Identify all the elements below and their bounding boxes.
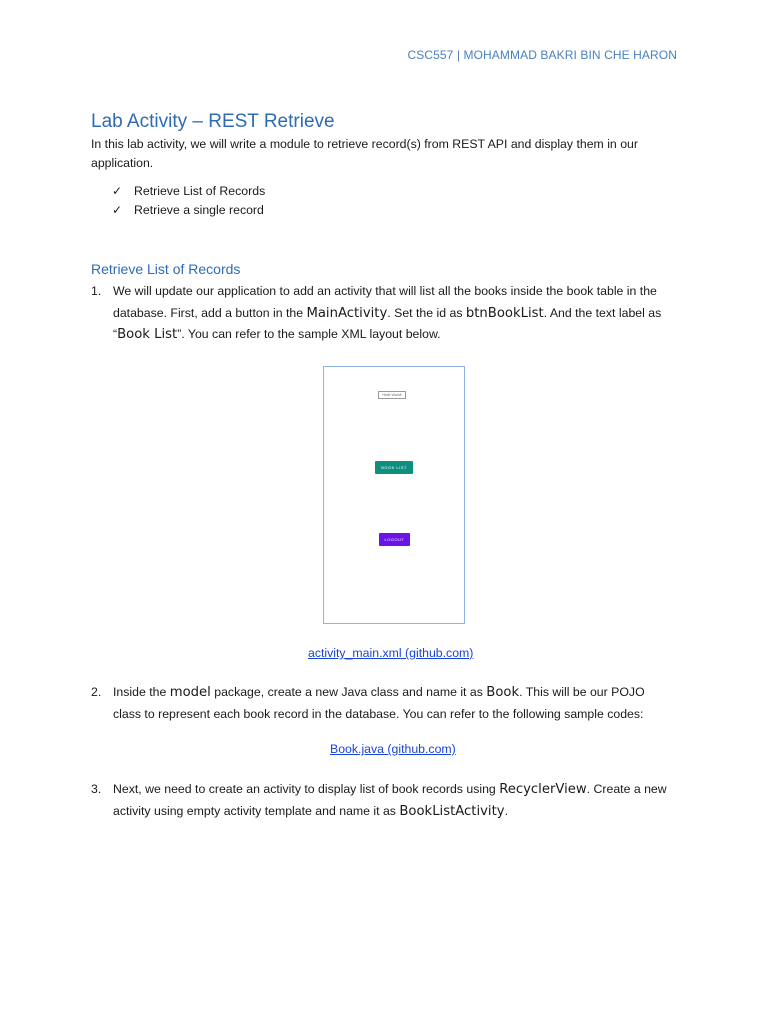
step-text: ”. You can refer to the sample XML layout below. [177,327,441,341]
step-text: . This will be our POJO class to represent each book record in the database. You can refer to the following sample codes: [113,685,645,721]
checklist-item [112,182,265,201]
intro-paragraph: In this lab activity, we will write a module to retrieve record(s) from REST API and display them in our application. [91,137,638,170]
checkmark-icon: ✓ [112,203,123,217]
logout-button-preview: LOGOUT [379,533,410,546]
code-term: btnBookList [465,305,544,321]
code-term: Book List [117,327,178,342]
hello-world-text: Hello World! [378,391,406,399]
step-1 [91,281,676,346]
step-text: We will update our application to add an activity that will list all the books inside the book table in the database. First, add a button in the [113,284,657,320]
page-title: Lab Activity – REST Retrieve [91,111,335,132]
step-body [113,682,676,725]
running-head: CSC557 | MOHAMMAD BAKRI BIN CHE HARON [407,48,677,62]
code-term: BookListActivity [399,803,505,819]
step-3 [91,779,676,822]
step-text: Inside the [113,685,170,699]
step-number: 3. [91,782,102,796]
step-text: . And the text label as “ [113,305,662,341]
step-text: . Set the id as [387,305,466,320]
step-body [113,281,676,346]
step-text: Next, we need to create an activity to display list of book records using [113,782,500,796]
checklist-item-label: Retrieve a single record [134,203,264,217]
step-text: . [504,803,508,818]
step-body [113,779,676,822]
step-number: 2. [91,685,102,699]
code-term: Book [486,685,520,700]
step-2 [91,682,676,725]
step-text: . Create a new activity using empty activity template and name it as [113,782,667,818]
checklist-item-label: Retrieve List of Records [134,184,266,198]
checkmark-icon: ✓ [112,184,123,198]
objective-checklist [112,182,265,220]
book-java-link[interactable]: Book.java (github.com) [330,742,456,756]
activity-main-link[interactable]: activity_main.xml (github.com) [308,646,474,660]
code-term: MainActivity [306,305,388,321]
step-text: package, create a new Java class and name it as [210,685,487,699]
section-heading: Retrieve List of Records [91,261,241,277]
code-term: model [169,685,211,700]
book-list-button-preview: BOOK LIST [375,461,413,474]
layout-preview-image [323,366,465,624]
checklist-item [112,201,265,220]
step-number: 1. [91,284,102,298]
code-term: RecyclerView [499,782,587,797]
